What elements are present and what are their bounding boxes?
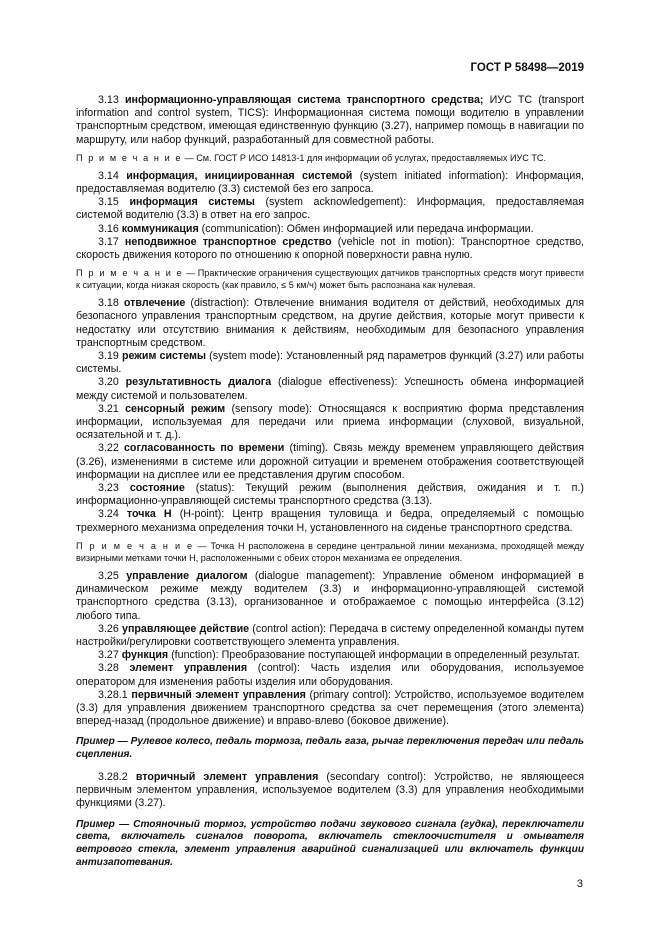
definition-3-13: [76, 94, 584, 147]
definition-3-23: [76, 482, 584, 508]
clause-number: 3.17: [98, 235, 119, 248]
note-text: — Практические ограничения существующих датчиков транспортных средств могут привести к ситуации, когда низкая скорость (как правило, ≤ 5 км/ч) может быть распознана как нулевая.: [76, 268, 584, 291]
note: [76, 540, 584, 564]
page-number: 3: [576, 878, 583, 890]
clause-number: 3.18: [98, 297, 119, 310]
clause-number: 3.24: [98, 508, 119, 521]
note: [76, 152, 584, 164]
clause-number: 3.28.2: [98, 770, 128, 783]
clause-number: 3.19: [98, 350, 119, 363]
term: результативность диалога: [125, 376, 272, 389]
term: элемент управления: [129, 662, 248, 675]
clause-number: 3.13: [98, 94, 119, 106]
term: режим системы: [121, 350, 207, 363]
definition-3-17: [76, 236, 584, 262]
definition-text: (distraction): Отвлечение внимания водителя от действий, необходимых для безопасного управления транспортным средством, на другие действия, которые могут привести к недостатку или отсутствию внимания к действиям, необходимым для безопасного управления транспортным средством.: [76, 297, 584, 349]
definition-text: (function): Преобразование поступающей информации в определенный результат.: [168, 649, 580, 662]
definition-text: (system initiated information): Информация, предоставляемая водителю (3.3) системой без его запроса.: [76, 169, 584, 196]
definition-text: ИУС ТС (transport information and control system, TICS): Информационная система помощи водителю в управлении транспортным средством, имеющая единственную функцию (3.27), например помощь в навигации по маршруту, или набор функций, разработанный для совместной работы.: [76, 94, 584, 146]
definition-3-18: [76, 297, 584, 350]
clause-number: 3.25: [98, 569, 119, 582]
clause-number: 3.20: [98, 376, 119, 389]
term: отвлечение: [123, 297, 186, 310]
term: управляющее действие: [122, 622, 250, 635]
definition-3-19: [76, 350, 584, 376]
clause-number: 3.21: [98, 402, 119, 415]
note-text: — См. ГОСТ Р ИСО 14813-1 для информации об услугах, предоставляемых ИУС ТС.: [182, 152, 547, 163]
definition-text: (dialogue effectiveness): Успешность обмена информацией между системой и пользователем.: [76, 376, 584, 402]
definition-3-28-1: [76, 689, 584, 729]
term: вторичный элемент управления: [135, 770, 319, 783]
clause-number: 3.26: [98, 622, 119, 635]
definition-3-20: [76, 376, 584, 402]
example: Пример — Стояночный тормоз, устройство подачи звукового сигнала (гудка), переключатели света, включатель сигналов поворота, включатель стеклоочистителя и омывателя ветрового стекла, элемент управления аварийной сигнализацией или включатель функции антизапотевания.: [76, 818, 584, 868]
term: информация системы: [129, 196, 255, 209]
term: информация, инициированная системой: [126, 169, 353, 182]
clause-number: 3.14: [98, 169, 119, 182]
definition-3-28: [76, 662, 584, 688]
definition-text: (timing). Связь между временем управляющего действия (3.26), изменениями в системе или дорожной ситуации и временем отображения соответствующей информации на дисплее или ее представления другим способом.: [76, 442, 584, 481]
term: сенсорный режим: [125, 402, 226, 415]
definition-3-24: [76, 508, 584, 534]
definition-text: (control): Часть изделия или оборудования, используемое оператором для изменения работы изделия или оборудования.: [76, 662, 584, 688]
term: функция: [121, 649, 169, 662]
term: согласованность по времени: [123, 442, 285, 455]
term: управление диалогом: [126, 569, 248, 582]
definition-3-25: [76, 570, 584, 623]
definition-3-15: [76, 196, 584, 222]
clause-number: 3.28: [98, 662, 119, 675]
note-text: — Точка H расположена в середине центральной линии механизма, проходящей между визирными метками точки H, расположенными с обеих сторон механизма ее определения.: [76, 540, 584, 563]
term: точка H: [126, 508, 172, 521]
definition-3-22: [76, 442, 584, 482]
document-body: [76, 94, 584, 879]
clause-number: 3.22: [98, 442, 119, 455]
definition-3-26: [76, 623, 584, 649]
term: неподвижное транспортное средство: [124, 235, 332, 248]
definition-text: (vehicle not in motion): Транспортное средство, скорость движения которого по отношению к опорной поверхности равна нулю.: [76, 235, 584, 262]
definition-text: (H-point): Центр вращения туловища и бедра, определяемый с помощью трехмерного механизма определения точки H, установленного на сиденье транспортного средства.: [76, 508, 584, 534]
definition-3-14: [76, 170, 584, 196]
definition-text: (primary control): Устройство, используемое водителем (3.3) для управления движением транспортного средства за счет перемещения (этого элемента) вперед-назад (продольное движение) и вправо-влево (боковое движение).: [76, 688, 584, 728]
clause-number: 3.27: [98, 649, 119, 662]
clause-number: 3.15: [98, 196, 119, 209]
definition-text: (communication): Обмен информацией или передача информации.: [198, 222, 534, 235]
clause-number: 3.23: [98, 482, 119, 495]
note-label: П р и м е ч а н и е: [76, 540, 194, 551]
definition-text: (system mode): Установленный ряд параметров функций (3.27) или работы системы.: [76, 350, 584, 376]
definition-text: (control action): Передача в систему определенной команды путем настройки/регулировки соответствующего элемента управления.: [76, 622, 584, 648]
example: Пример — Рулевое колесо, педаль тормоза, педаль газа, рычаг переключения передач или педаль сцепления.: [76, 736, 584, 761]
definition-3-27: [76, 649, 584, 662]
note: [76, 267, 584, 291]
clause-number: 3.16: [98, 222, 119, 235]
definition-text: (system acknowledgement): Информация, предоставляемая системой водителю (3.3) в ответ на его запрос.: [76, 196, 584, 222]
definition-text: (dialogue management): Управление обменом информацией в динамическом режиме между водителем (3.3) и информационно-управляющей системой транспортного средства (3.13), организованное и отображаемое с помощью интерфейса (3.12) любого типа.: [76, 569, 584, 622]
definition-3-21: [76, 403, 584, 443]
standard-designation: ГОСТ Р 58498—2019: [470, 62, 584, 74]
term: информационно-управляющая система транспортного средства;: [124, 94, 484, 106]
definition-3-16: [76, 223, 584, 236]
note-label: П р и м е ч а н и е: [76, 152, 183, 163]
definition-3-28-2: [76, 771, 584, 811]
definition-text: (status): Текущий режим (выполнения действия, ожидания и т. п.) информационно-управляющей системы транспортного средства (3.13).: [76, 482, 584, 508]
definition-text: (sensory mode): Относящаяся к восприятию форма представления информации, используемая для передачи или приема информации (слуховой, визуальной, осязательной и т. д.).: [76, 402, 584, 442]
term: первичный элемент управления: [131, 688, 306, 701]
term: коммуникация: [121, 222, 199, 235]
note-label: П р и м е ч а н и е: [76, 268, 184, 279]
definition-text: (secondary control): Устройство, не являющееся первичным элементом управления, используемое водителем (3.3) для управления необходимыми функциями (3.27).: [76, 770, 584, 810]
clause-number: 3.28.1: [98, 688, 128, 701]
term: состояние: [129, 482, 185, 495]
